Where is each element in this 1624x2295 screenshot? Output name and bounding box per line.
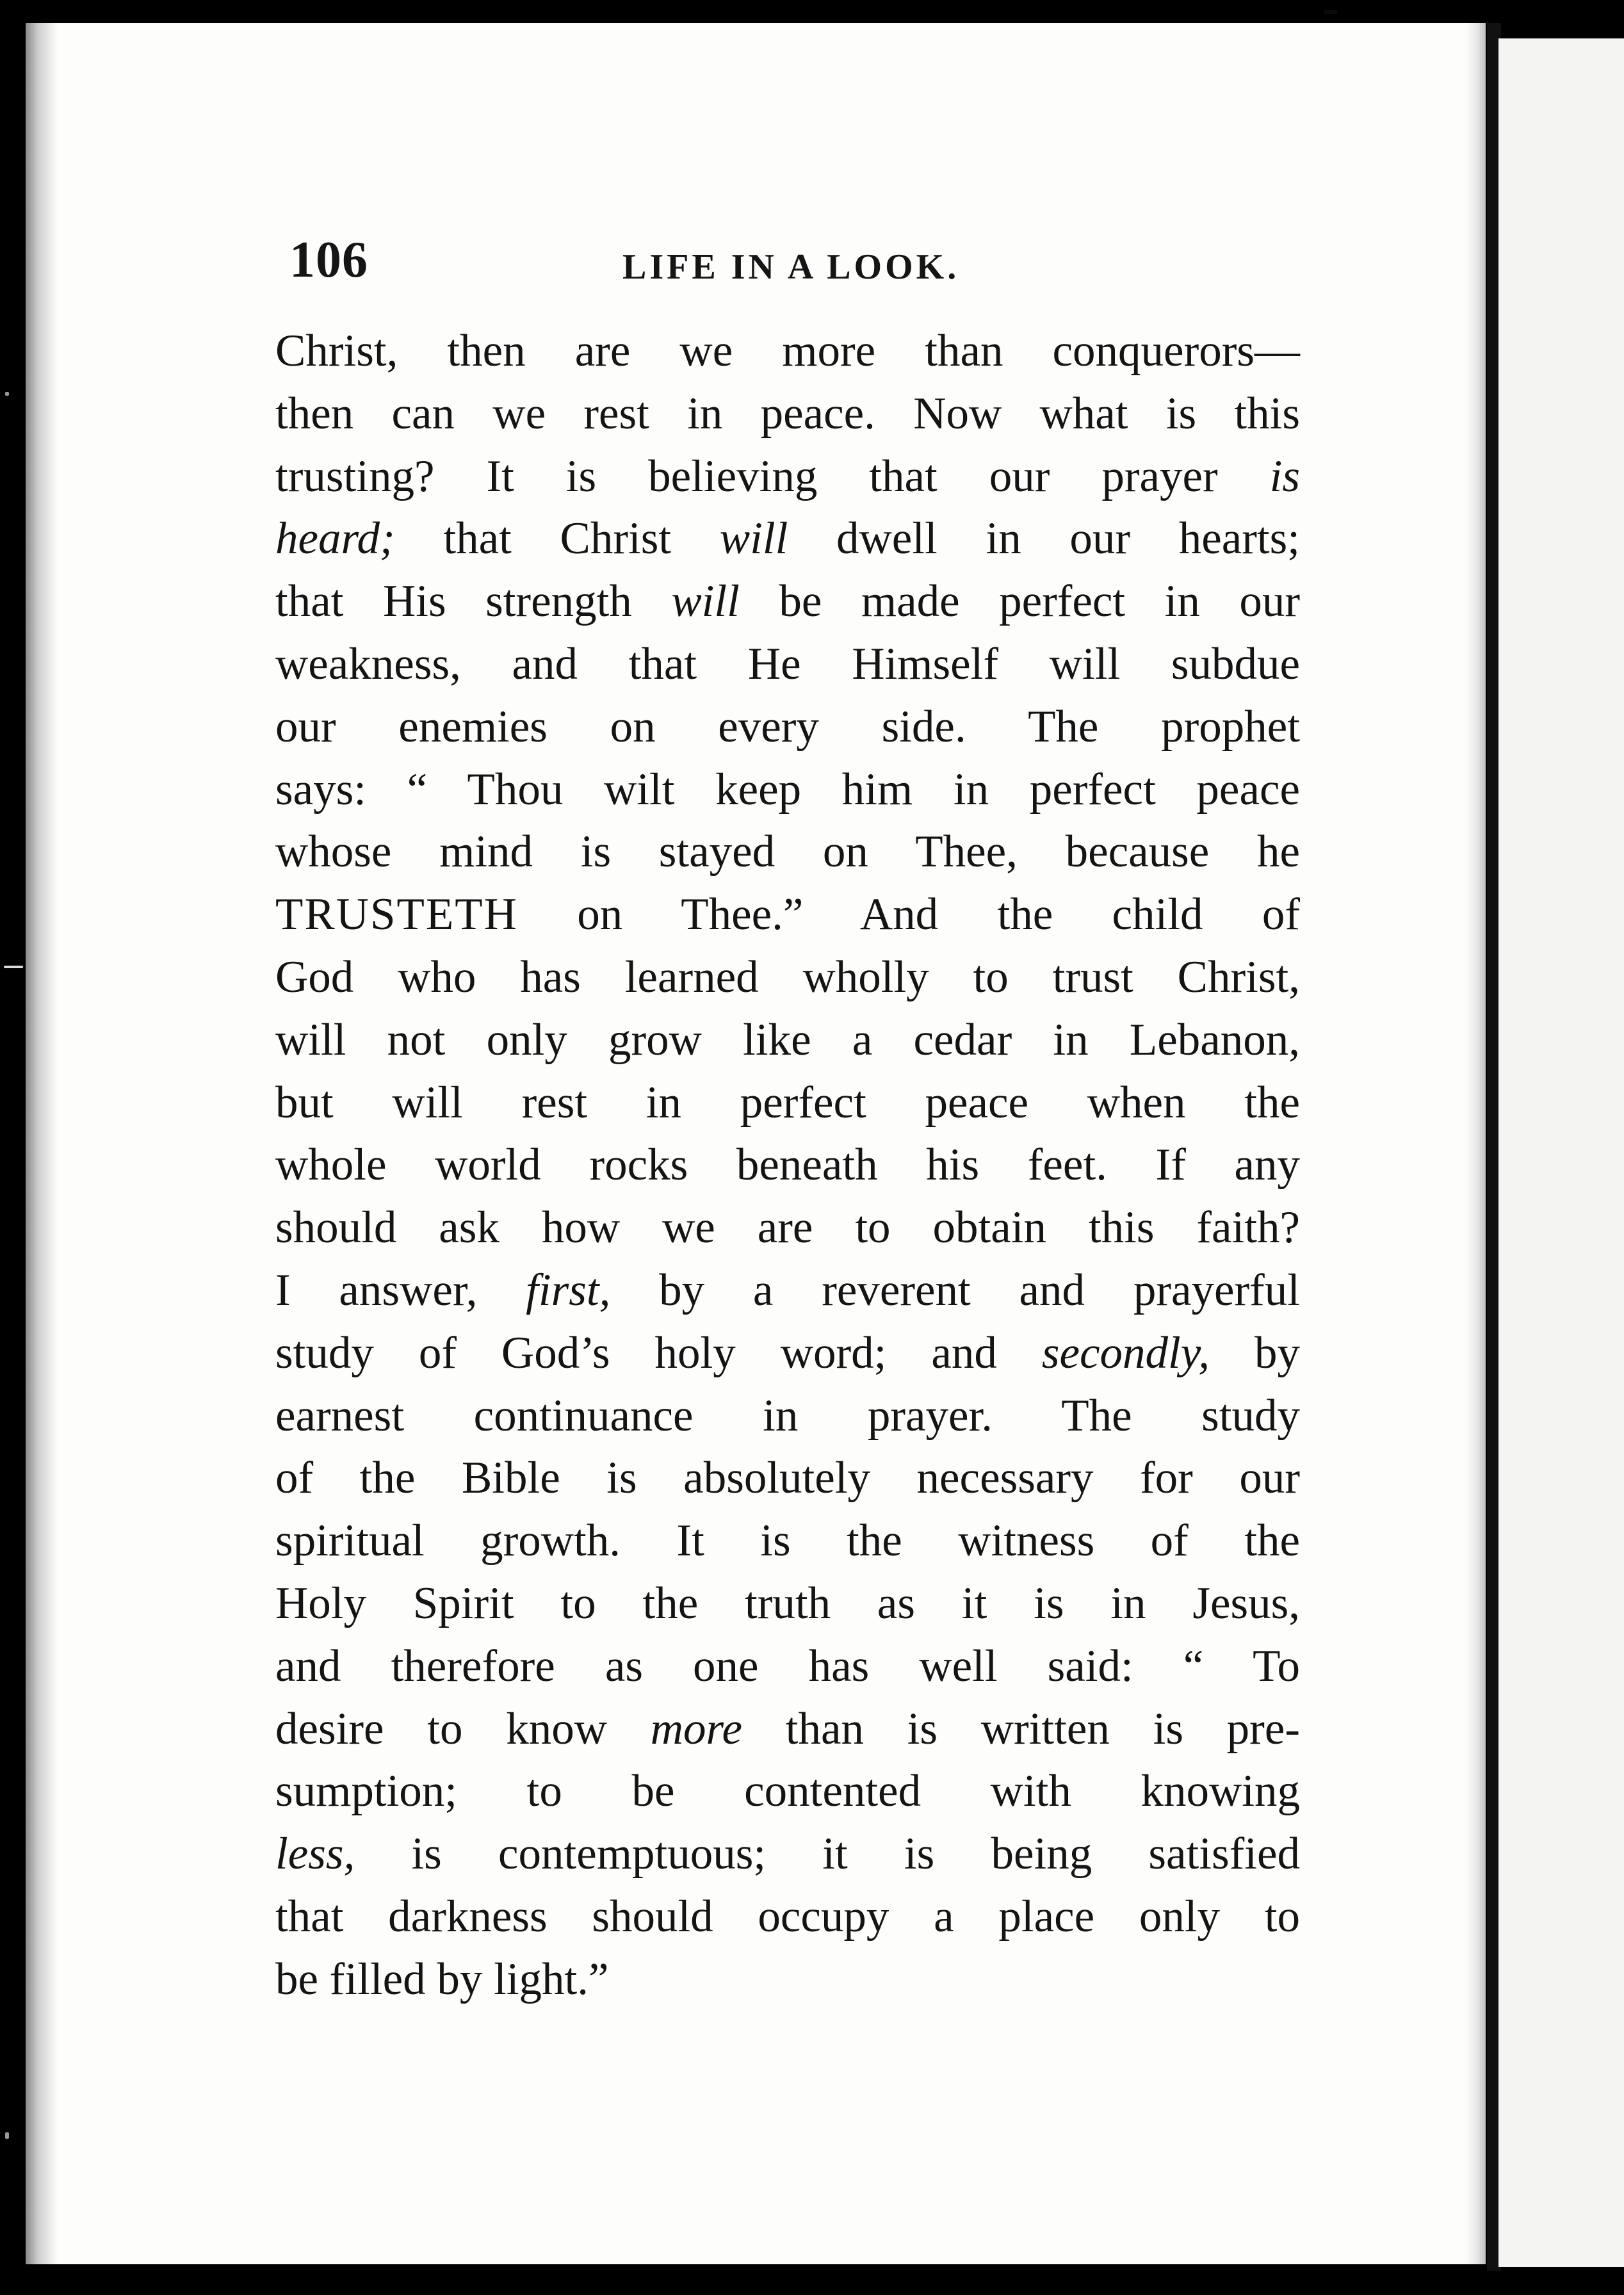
text-run: that His strength [275,576,672,627]
text-line [275,1447,1300,1510]
text-line [275,383,1300,446]
text-run: that Christ [394,514,720,564]
text-run: trusting? It is believing that our prayer [275,451,1270,501]
text-line [275,1260,1300,1322]
text-run: says: “ Thou wilt keep him in perfect peace [275,764,1300,815]
facing-page-edge [1498,38,1624,2267]
text-run: than is written is pre- [742,1703,1300,1754]
text-run: be made perfect in our [739,576,1300,627]
text-line [275,320,1300,383]
text-run: will not only grow like a cedar in Lebanon, [275,1014,1300,1065]
italic-text-run: secondly, [1041,1327,1210,1378]
text-line [275,759,1300,822]
text-run: on Thee.” And the child of [517,889,1300,940]
text-line [275,1510,1300,1573]
text-line [275,1698,1300,1761]
text-run: and therefore as one has well said: “ To [275,1641,1300,1691]
text-line [275,1949,1300,2011]
running-head: LIFE IN A LOOK. [622,247,960,287]
text-run: weakness, and that He Himself will subdue [275,638,1300,689]
text-line [275,1823,1300,1886]
italic-text-run: is [1269,451,1300,501]
text-run: earnest continuance in prayer. The study [275,1390,1300,1441]
text-run: but will rest in perfect peace when the [275,1077,1300,1128]
text-run: by a reverent and prayerful [610,1265,1300,1315]
text-run: that darkness should occupy a place only to [275,1891,1300,1942]
text-run: I answer, [275,1265,526,1315]
text-line [275,1009,1300,1072]
text-run: dwell in our hearts; [788,514,1300,564]
page-left-edge-shadow [26,23,58,2264]
scan-speck [4,966,23,968]
text-run: TRUSTETH [275,889,518,940]
text-run: by [1210,1327,1301,1378]
text-run: Christ, then are we more than conquerors— [275,326,1300,376]
text-run: desire to know [275,1703,651,1754]
page-number: 106 [289,232,368,288]
text-line [275,1635,1300,1698]
italic-text-run: heard; [275,514,395,564]
italic-text-run: will [671,576,740,627]
text-line [275,1197,1300,1260]
text-line [275,1072,1300,1135]
text-run: should ask how we are to obtain this faith? [275,1203,1300,1253]
italic-text-run: less, [275,1829,355,1879]
page-header [289,228,1308,298]
text-run: whole world rocks beneath his feet. If any [275,1140,1300,1190]
text-run: whose mind is stayed on Thee, because he [275,827,1300,877]
text-line [275,633,1300,696]
text-run: study of God’s holy word; and [275,1327,1042,1378]
text-run: sumption; to be contented with knowing [275,1766,1300,1817]
text-line [275,1573,1300,1635]
text-run: then can we rest in peace. Now what is this [275,388,1300,439]
text-run: be filled by light.” [275,1954,609,2004]
text-line [275,1760,1300,1823]
body-text [275,320,1300,2011]
page-right-edge-shadow [1466,23,1486,2264]
text-run: our enemies on every side. The prophet [275,701,1300,752]
text-line [275,571,1300,633]
text-run: Holy Spirit to the truth as it is in Jesus, [275,1578,1300,1628]
text-line [275,446,1300,508]
text-line [275,1385,1300,1448]
text-line [275,946,1300,1009]
italic-text-run: will [719,514,788,564]
text-line [275,1134,1300,1197]
text-line [275,1886,1300,1949]
text-run: God who has learned wholly to trust Christ, [275,952,1300,1002]
text-line [275,821,1300,884]
italic-text-run: first, [526,1265,611,1315]
scan-speck [5,2132,9,2139]
text-line [275,1322,1300,1385]
scan-speck [1324,10,1337,14]
italic-text-run: more [650,1703,742,1754]
text-run: is contemptuous; it is being satisfied [355,1829,1300,1879]
text-run: of the Bible is absolutely necessary for our [275,1453,1300,1504]
text-line [275,508,1300,571]
scan-speck [5,392,9,396]
text-run: spiritual growth. It is the witness of the [275,1516,1300,1566]
text-line [275,696,1300,759]
text-line [275,884,1300,946]
